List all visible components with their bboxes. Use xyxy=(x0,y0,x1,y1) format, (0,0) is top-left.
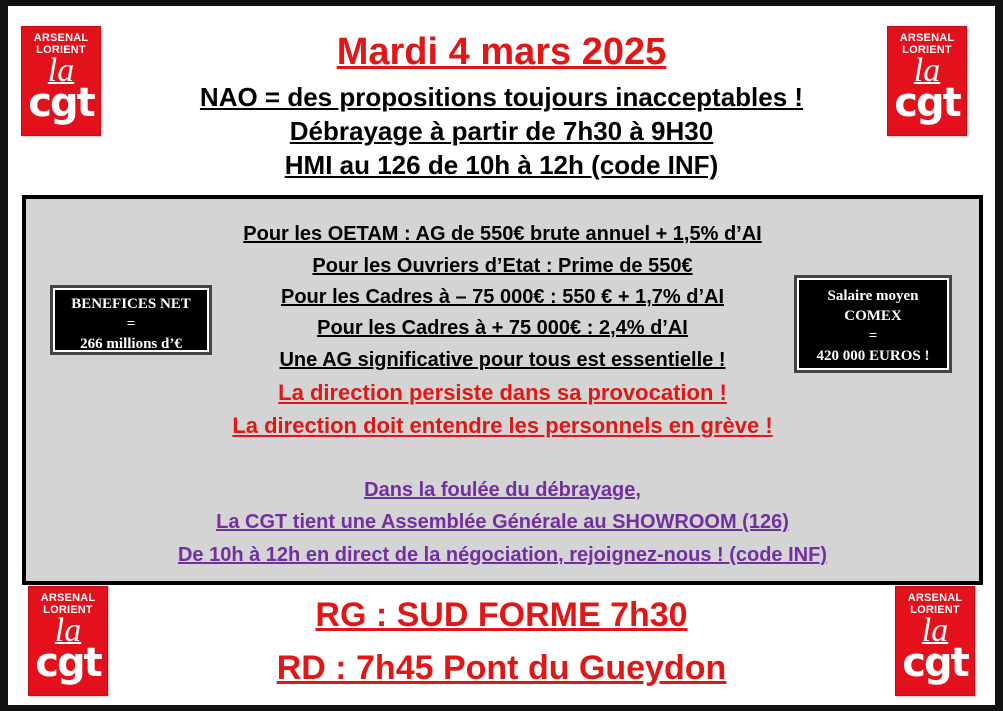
logo-line-arsenal: ARSENAL xyxy=(899,32,955,44)
logo-line-arsenal: ARSENAL xyxy=(907,592,963,604)
logo-line-lorient: LORIENT xyxy=(902,44,952,56)
ag-showroom: La CGT tient une Assemblée Générale au SHOWROOM (126) xyxy=(216,511,789,533)
salaire-value: 420 000 EUROS ! xyxy=(816,348,930,364)
logo-line-arsenal: ARSENAL xyxy=(33,32,89,44)
demand-cadres-minus: Pour les Cadres à – 75 000€ : 550 € + 1,7% d’AI xyxy=(280,286,725,308)
demand-cadres-plus: Pour les Cadres à + 75 000€ : 2,4% d’AI xyxy=(317,317,688,339)
headline-hmi: HMI au 126 de 10h à 12h (code INF) xyxy=(284,150,719,180)
ag-intro: Dans la foulée du débrayage, xyxy=(364,479,641,501)
warning-provocation: La direction persiste dans sa provocation ! xyxy=(278,380,727,405)
logo-line-lorient: LORIENT xyxy=(910,604,960,616)
logo-cgt: cgt xyxy=(894,80,960,126)
event-date: Mardi 4 mars 2025 xyxy=(336,31,667,73)
logo-la: la xyxy=(921,612,949,649)
logo-line-arsenal: ARSENAL xyxy=(40,592,96,604)
rendezvous-rg: RG : SUD FORME 7h30 xyxy=(315,596,688,634)
logo-cgt: cgt xyxy=(902,640,968,686)
comex-label: COMEX xyxy=(844,308,902,324)
demand-ag: Une AG significative pour tous est essentielle ! xyxy=(279,349,726,371)
logo-la: la xyxy=(54,612,82,649)
demand-oetam: Pour les OETAM : AG de 550€ brute annuel + 1,5% d’AI xyxy=(243,223,762,245)
salaire-label: Salaire moyen xyxy=(827,288,919,304)
rendezvous-rd: RD : 7h45 Pont du Gueydon xyxy=(276,649,727,687)
logo-line-lorient: LORIENT xyxy=(36,44,86,56)
main-message-box xyxy=(22,195,983,585)
logo-cgt: cgt xyxy=(28,80,94,126)
ag-direct: De 10h à 12h en direct de la négociation, rejoignez-nous ! (code INF) xyxy=(177,544,827,566)
logo-cgt: cgt xyxy=(35,640,101,686)
benefices-value: 266 millions d’€ xyxy=(80,336,182,352)
flyer-page xyxy=(8,6,995,705)
headline-debrayage: Débrayage à partir de 7h30 à 9H30 xyxy=(289,116,714,146)
headline-nao: NAO = des propositions toujours inacceptables ! xyxy=(199,82,804,112)
warning-greve: La direction doit entendre les personnels en grève ! xyxy=(232,413,773,438)
benefices-equals: = xyxy=(126,316,136,332)
benefices-label: BENEFICES NET xyxy=(71,296,191,312)
logo-la: la xyxy=(47,52,75,89)
logo-la: la xyxy=(913,52,941,89)
logo-line-lorient: LORIENT xyxy=(43,604,93,616)
demand-ouvriers: Pour les Ouvriers d’Etat : Prime de 550€ xyxy=(312,255,693,277)
salaire-equals: = xyxy=(868,328,878,344)
